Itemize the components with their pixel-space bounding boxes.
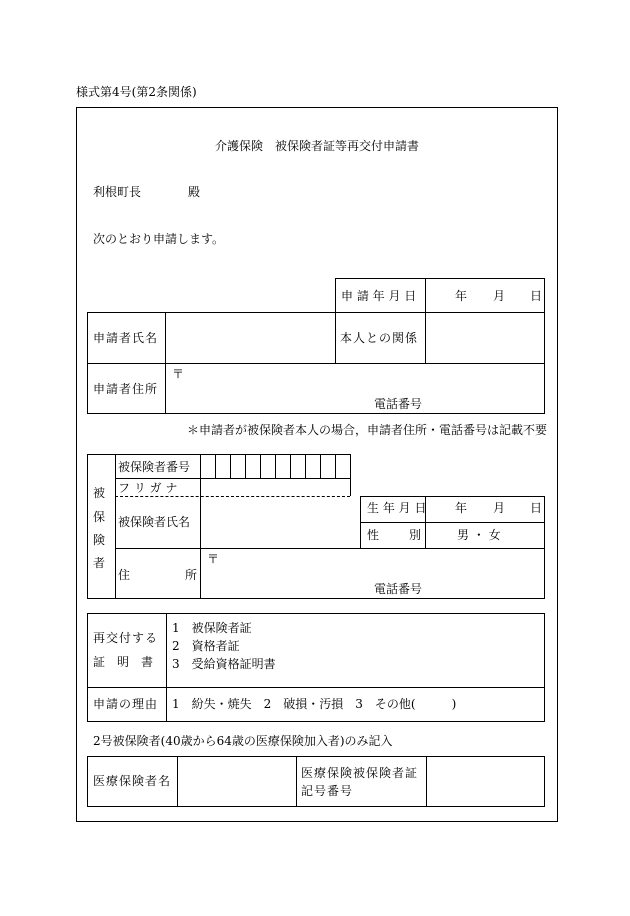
- reissue-item-1[interactable]: 1 被保険者証: [172, 621, 252, 635]
- insured-side-label-3: 険: [92, 533, 105, 547]
- form-title: 介護保険 被保険者証等再交付申請書: [215, 139, 420, 153]
- sex-label-first: 性: [367, 528, 380, 542]
- addressee-name: 利根町長: [93, 185, 142, 199]
- birth-date-day[interactable]: 日: [530, 501, 543, 515]
- intro-text: 次のとおり申請します。: [93, 232, 225, 246]
- insured-address-label-first: 住: [118, 568, 131, 582]
- insured-postal-mark: 〒: [207, 552, 220, 566]
- addressee-honorific: 殿: [188, 185, 201, 199]
- applicant-note: ＊申請者が被保険者本人の場合，申請者住所・電話番号は記載不要: [187, 423, 548, 437]
- insured-side-label-1: 被: [92, 486, 105, 500]
- insurer-field[interactable]: [178, 758, 294, 805]
- insurer-label: 医療保険者名: [93, 774, 172, 788]
- postal-mark: 〒: [172, 367, 185, 381]
- application-date-label: 申 請 年 月 日: [341, 289, 417, 303]
- birth-date-month[interactable]: 月: [493, 501, 506, 515]
- sex-options[interactable]: 男 ・ 女: [457, 528, 501, 542]
- symbol-label-line2: 記号番号: [301, 784, 354, 798]
- application-date-day[interactable]: 日: [530, 289, 543, 303]
- sex-label-second: 別: [409, 528, 422, 542]
- symbol-label-line1: 医療保険被保険者証: [301, 766, 419, 780]
- insured-number-field[interactable]: [201, 455, 349, 477]
- insured-address-field[interactable]: [202, 549, 543, 597]
- medical-note: 2号被保険者(40歳から64歳の医療保険加入者)のみ記入: [93, 734, 393, 748]
- reissue-label-line2: 証 明 書: [93, 655, 154, 669]
- insured-side-label-4: 者: [92, 556, 105, 570]
- applicant-name-field[interactable]: [167, 314, 334, 362]
- reason-options[interactable]: 1 紛失・焼失 2 破損・汚損 3 その他( ): [172, 697, 457, 711]
- application-date-month[interactable]: 月: [493, 289, 506, 303]
- insured-side-label-2: 保: [92, 510, 105, 524]
- reissue-item-2[interactable]: 2 資格者証: [172, 639, 240, 653]
- birth-date-year[interactable]: 年: [455, 501, 468, 515]
- furigana-label: フ リ ガ ナ: [118, 481, 178, 495]
- reason-label: 申請の理由: [93, 697, 159, 711]
- applicant-phone-label: 電話番号: [374, 397, 423, 411]
- relation-label: 本人との関係: [340, 331, 419, 345]
- form-code: 様式第4号(第2条関係): [76, 85, 197, 99]
- insured-phone-label: 電話番号: [374, 582, 423, 596]
- applicant-name-label: 申請者氏名: [93, 331, 159, 345]
- birth-date-label: 生 年 月 日: [367, 501, 427, 515]
- applicant-address-label: 申請者住所: [93, 382, 159, 396]
- applicant-address-field[interactable]: [167, 364, 543, 412]
- insured-name-label: 被保険者氏名: [118, 515, 191, 529]
- relation-field[interactable]: [427, 314, 543, 362]
- furigana-field[interactable]: [201, 479, 359, 495]
- insured-address-label-second: 所: [185, 568, 198, 582]
- insured-number-label: 被保険者番号: [118, 460, 191, 474]
- reissue-label-line1: 再交付する: [93, 631, 159, 645]
- application-date-year[interactable]: 年: [455, 289, 468, 303]
- reissue-item-3[interactable]: 3 受給資格証明書: [172, 657, 276, 671]
- symbol-field[interactable]: [427, 758, 543, 805]
- insured-name-field[interactable]: [201, 497, 359, 547]
